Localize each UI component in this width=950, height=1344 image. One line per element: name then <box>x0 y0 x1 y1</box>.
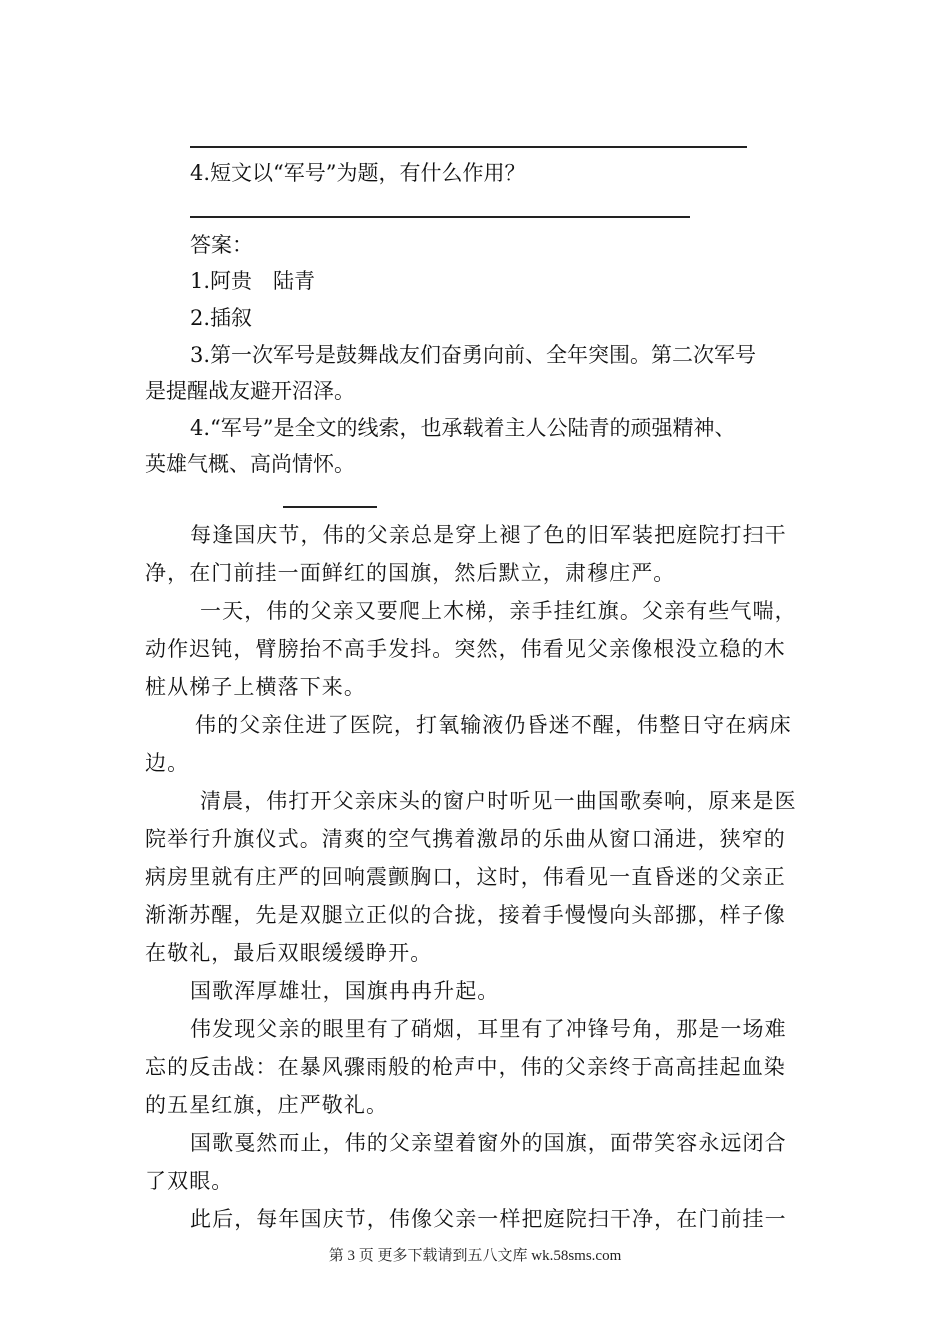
story-line: 了双眼。 <box>145 1169 234 1193</box>
answer-2: 2.插叙 <box>190 306 253 330</box>
story-line: 国歌戛然而止，伟的父亲望着窗外的国旗，面带笑容永远闭合 <box>190 1131 787 1155</box>
story-line: 伟的父亲住进了医院，打氧输液仍昏迷不醒，伟整日守在病床 <box>195 713 792 737</box>
story-line: 动作迟钝，臂膀抬不高手发抖。突然，伟看见父亲像根没立稳的木 <box>145 637 786 661</box>
section-divider <box>283 506 377 508</box>
story-line: 净，在门前挂一面鲜红的国旗，然后默立，肃穆庄严。 <box>145 561 676 585</box>
answer-blank-line-3 <box>190 146 747 148</box>
story-line: 忘的反击战：在暴风骤雨般的枪声中，伟的父亲终于高高挂起血染 <box>145 1055 786 1079</box>
story-line: 一天，伟的父亲又要爬上木梯，亲手挂红旗。父亲有些气喘， <box>200 599 797 623</box>
story-line: 清晨，伟打开父亲床头的窗户时听见一曲国歌奏响，原来是医 <box>200 789 797 813</box>
story-line: 在敬礼，最后双眼缓缓睁开。 <box>145 941 433 965</box>
story-line: 伟发现父亲的眼里有了硝烟，耳里有了冲锋号角，那是一场难 <box>190 1017 787 1041</box>
story-line: 此后，每年国庆节，伟像父亲一样把庭院扫干净，在门前挂一 <box>190 1207 787 1231</box>
story-line: 院举行升旗仪式。清爽的空气携着激昂的乐曲从窗口涌进，狭窄的 <box>145 827 786 851</box>
story-line: 的五星红旗，庄严敬礼。 <box>145 1093 389 1117</box>
page-footer: 第 3 页 更多下载请到五八文库 wk.58sms.com <box>328 1248 622 1264</box>
answer-3-line-1: 3.第一次军号是鼓舞战友们奋勇向前、全年突围。第二次军号 <box>190 343 757 367</box>
answers-heading: 答案： <box>190 233 253 257</box>
story-line: 国歌浑厚雄壮，国旗冉冉升起。 <box>190 979 500 1003</box>
story-line: 桩从梯子上横落下来。 <box>145 675 366 699</box>
answer-3-line-2: 是提醒战友避开沼泽。 <box>145 379 355 403</box>
story-line: 每逢国庆节，伟的父亲总是穿上褪了色的旧军装把庭院打扫干 <box>190 523 787 547</box>
story-line: 渐渐苏醒，先是双腿立正似的合拢，接着手慢慢向头部挪，样子像 <box>145 903 786 927</box>
answer-4-line-1: 4.“军号”是全文的线索，也承载着主人公陆青的顽强精神、 <box>190 416 736 440</box>
story-line: 病房里就有庄严的回响震颤胸口，这时，伟看见一直昏迷的父亲正 <box>145 865 786 889</box>
answer-blank-line-4 <box>190 216 690 218</box>
story-line: 边。 <box>145 751 190 775</box>
question-4: 4.短文以“军号”为题，有什么作用？ <box>190 161 526 185</box>
answer-4-line-2: 英雄气概、高尚情怀。 <box>145 452 355 476</box>
answer-1: 1.阿贵 陆青 <box>190 269 316 293</box>
